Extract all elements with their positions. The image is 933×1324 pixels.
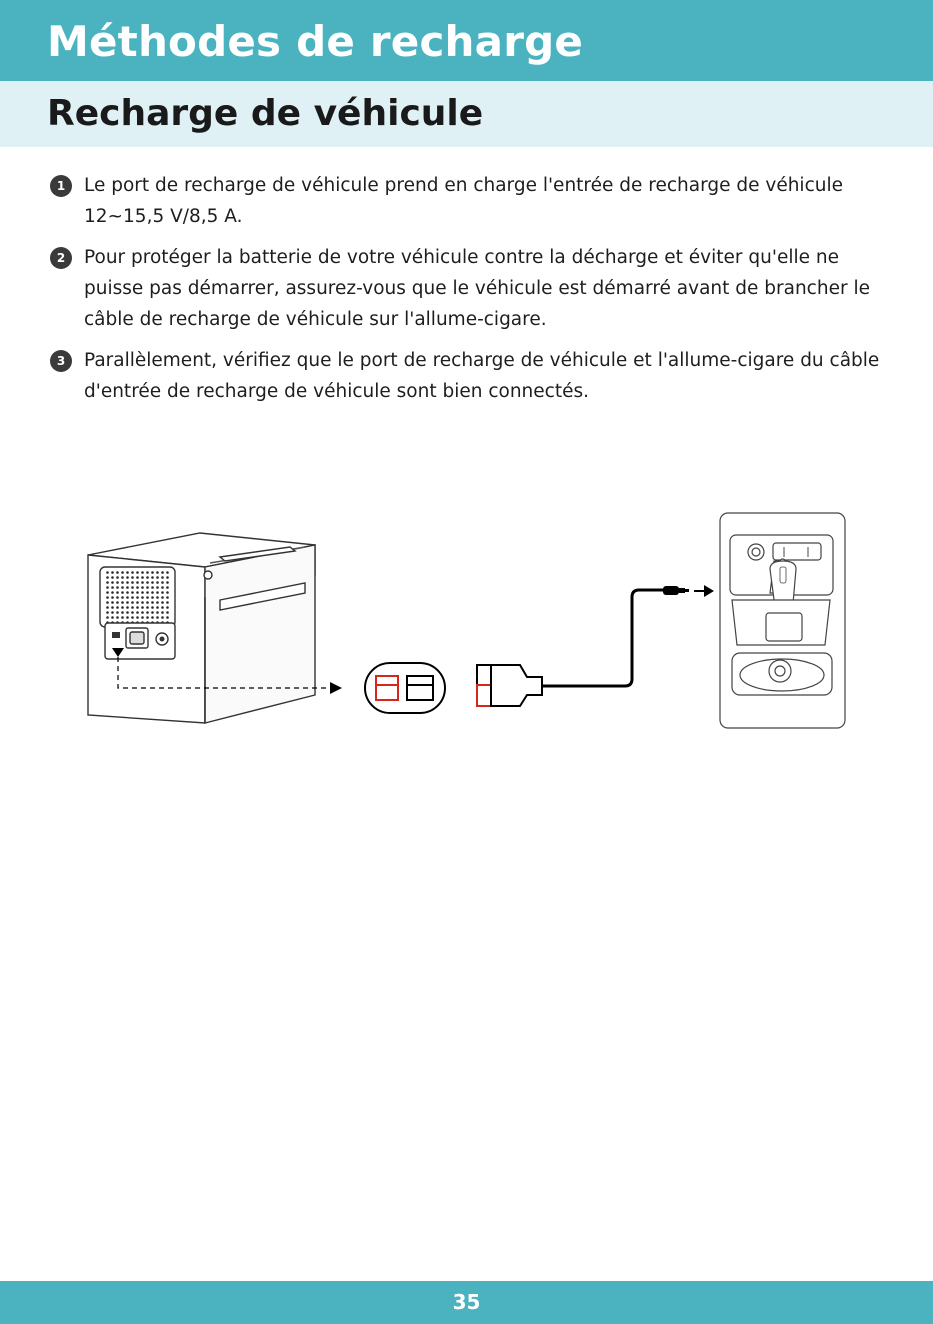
step-number-badge: 2 bbox=[50, 247, 72, 269]
step-number-badge: 1 bbox=[50, 175, 72, 197]
section-band bbox=[0, 81, 933, 147]
step-number-badge: 3 bbox=[50, 350, 72, 372]
steps-list bbox=[50, 170, 880, 417]
cigarette-plug-icon bbox=[663, 586, 689, 595]
vehicle-charging-illustration bbox=[80, 505, 860, 740]
step-text: Parallèlement, vérifiez que le port de recharge de véhicule et l'allume-cigare du câble d'entrée de recharge de véhicule sont bien connectés. bbox=[84, 350, 880, 402]
step-text: Pour protéger la batterie de votre véhicule contre la décharge et éviter qu'elle ne puisse pas démarrer, assurez-vous que le véhicule est démarré avant de brancher le câble de recharge de véhicule sur l'allume-cigare. bbox=[84, 247, 870, 330]
car-console-icon bbox=[720, 513, 845, 728]
list-item bbox=[50, 170, 880, 232]
page-number: 35 bbox=[452, 1290, 481, 1314]
section-title: Recharge de véhicule bbox=[47, 93, 484, 134]
page-title: Méthodes de recharge bbox=[47, 17, 584, 66]
charging-port-icon bbox=[365, 663, 445, 713]
list-item bbox=[50, 242, 880, 335]
header-bar bbox=[0, 0, 933, 81]
power-station-icon bbox=[88, 533, 315, 723]
footer-bar bbox=[0, 1281, 933, 1324]
step-text: Le port de recharge de véhicule prend en charge l'entrée de recharge de véhicule 12~15,5 V/8,5 A. bbox=[84, 175, 843, 227]
cable-plug-icon bbox=[477, 665, 542, 706]
list-item bbox=[50, 345, 880, 407]
